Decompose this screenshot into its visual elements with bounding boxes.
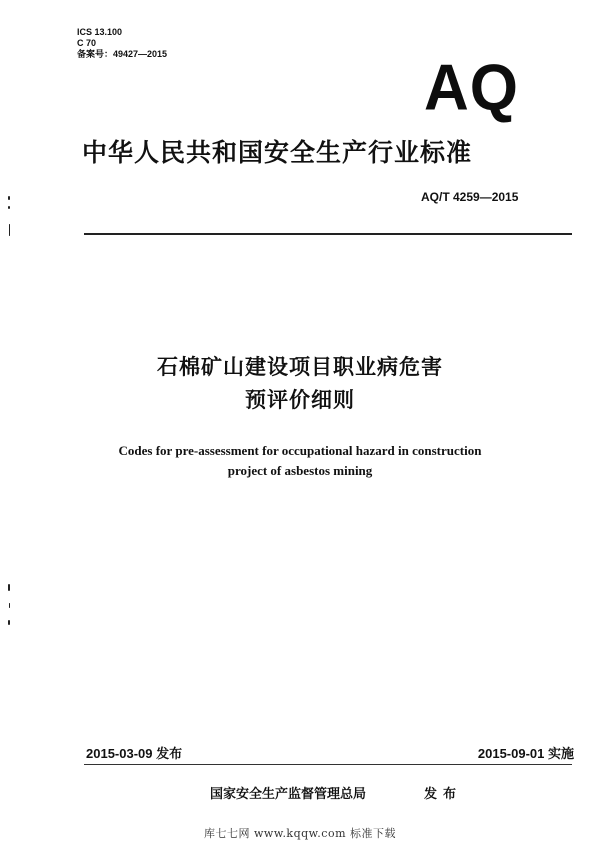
watermark-footer: 库七七网 www.kqqw.com 标准下载 — [204, 827, 396, 840]
scan-artifact-mark — [8, 206, 10, 209]
top-divider — [84, 233, 572, 235]
scan-artifact-mark — [8, 584, 10, 591]
title-chinese-line-1: 石棉矿山建设项目职业病危害 — [157, 355, 443, 379]
classification-code: C 70 — [77, 38, 97, 48]
standard-category-heading: 中华人民共和国安全生产行业标准 — [82, 138, 473, 167]
scan-artifact-mark — [8, 196, 10, 200]
issuing-authority: 国家安全生产监督管理总局 — [210, 787, 367, 802]
effective-date: 2015-09-01 实施 — [477, 746, 574, 761]
scan-artifact-mark — [8, 620, 10, 625]
ics-code: ICS 13.100 — [77, 27, 123, 37]
scan-artifact-mark — [9, 603, 10, 608]
issuing-action: 发布 — [424, 787, 463, 802]
title-english-line-1: Codes for pre-assessment for occupational hazard in construction — [118, 443, 482, 458]
filing-number: 备案号：49427—2015 — [77, 49, 168, 59]
aq-logo: AQ — [424, 51, 519, 125]
scan-artifact-mark — [9, 224, 10, 236]
bottom-divider — [84, 764, 572, 765]
standard-number: AQ/T 4259—2015 — [421, 190, 519, 204]
title-english-line-2: project of asbestos mining — [227, 463, 373, 478]
issue-date: 2015-03-09 发布 — [86, 746, 183, 761]
title-chinese-line-2: 预评价细则 — [245, 388, 355, 412]
